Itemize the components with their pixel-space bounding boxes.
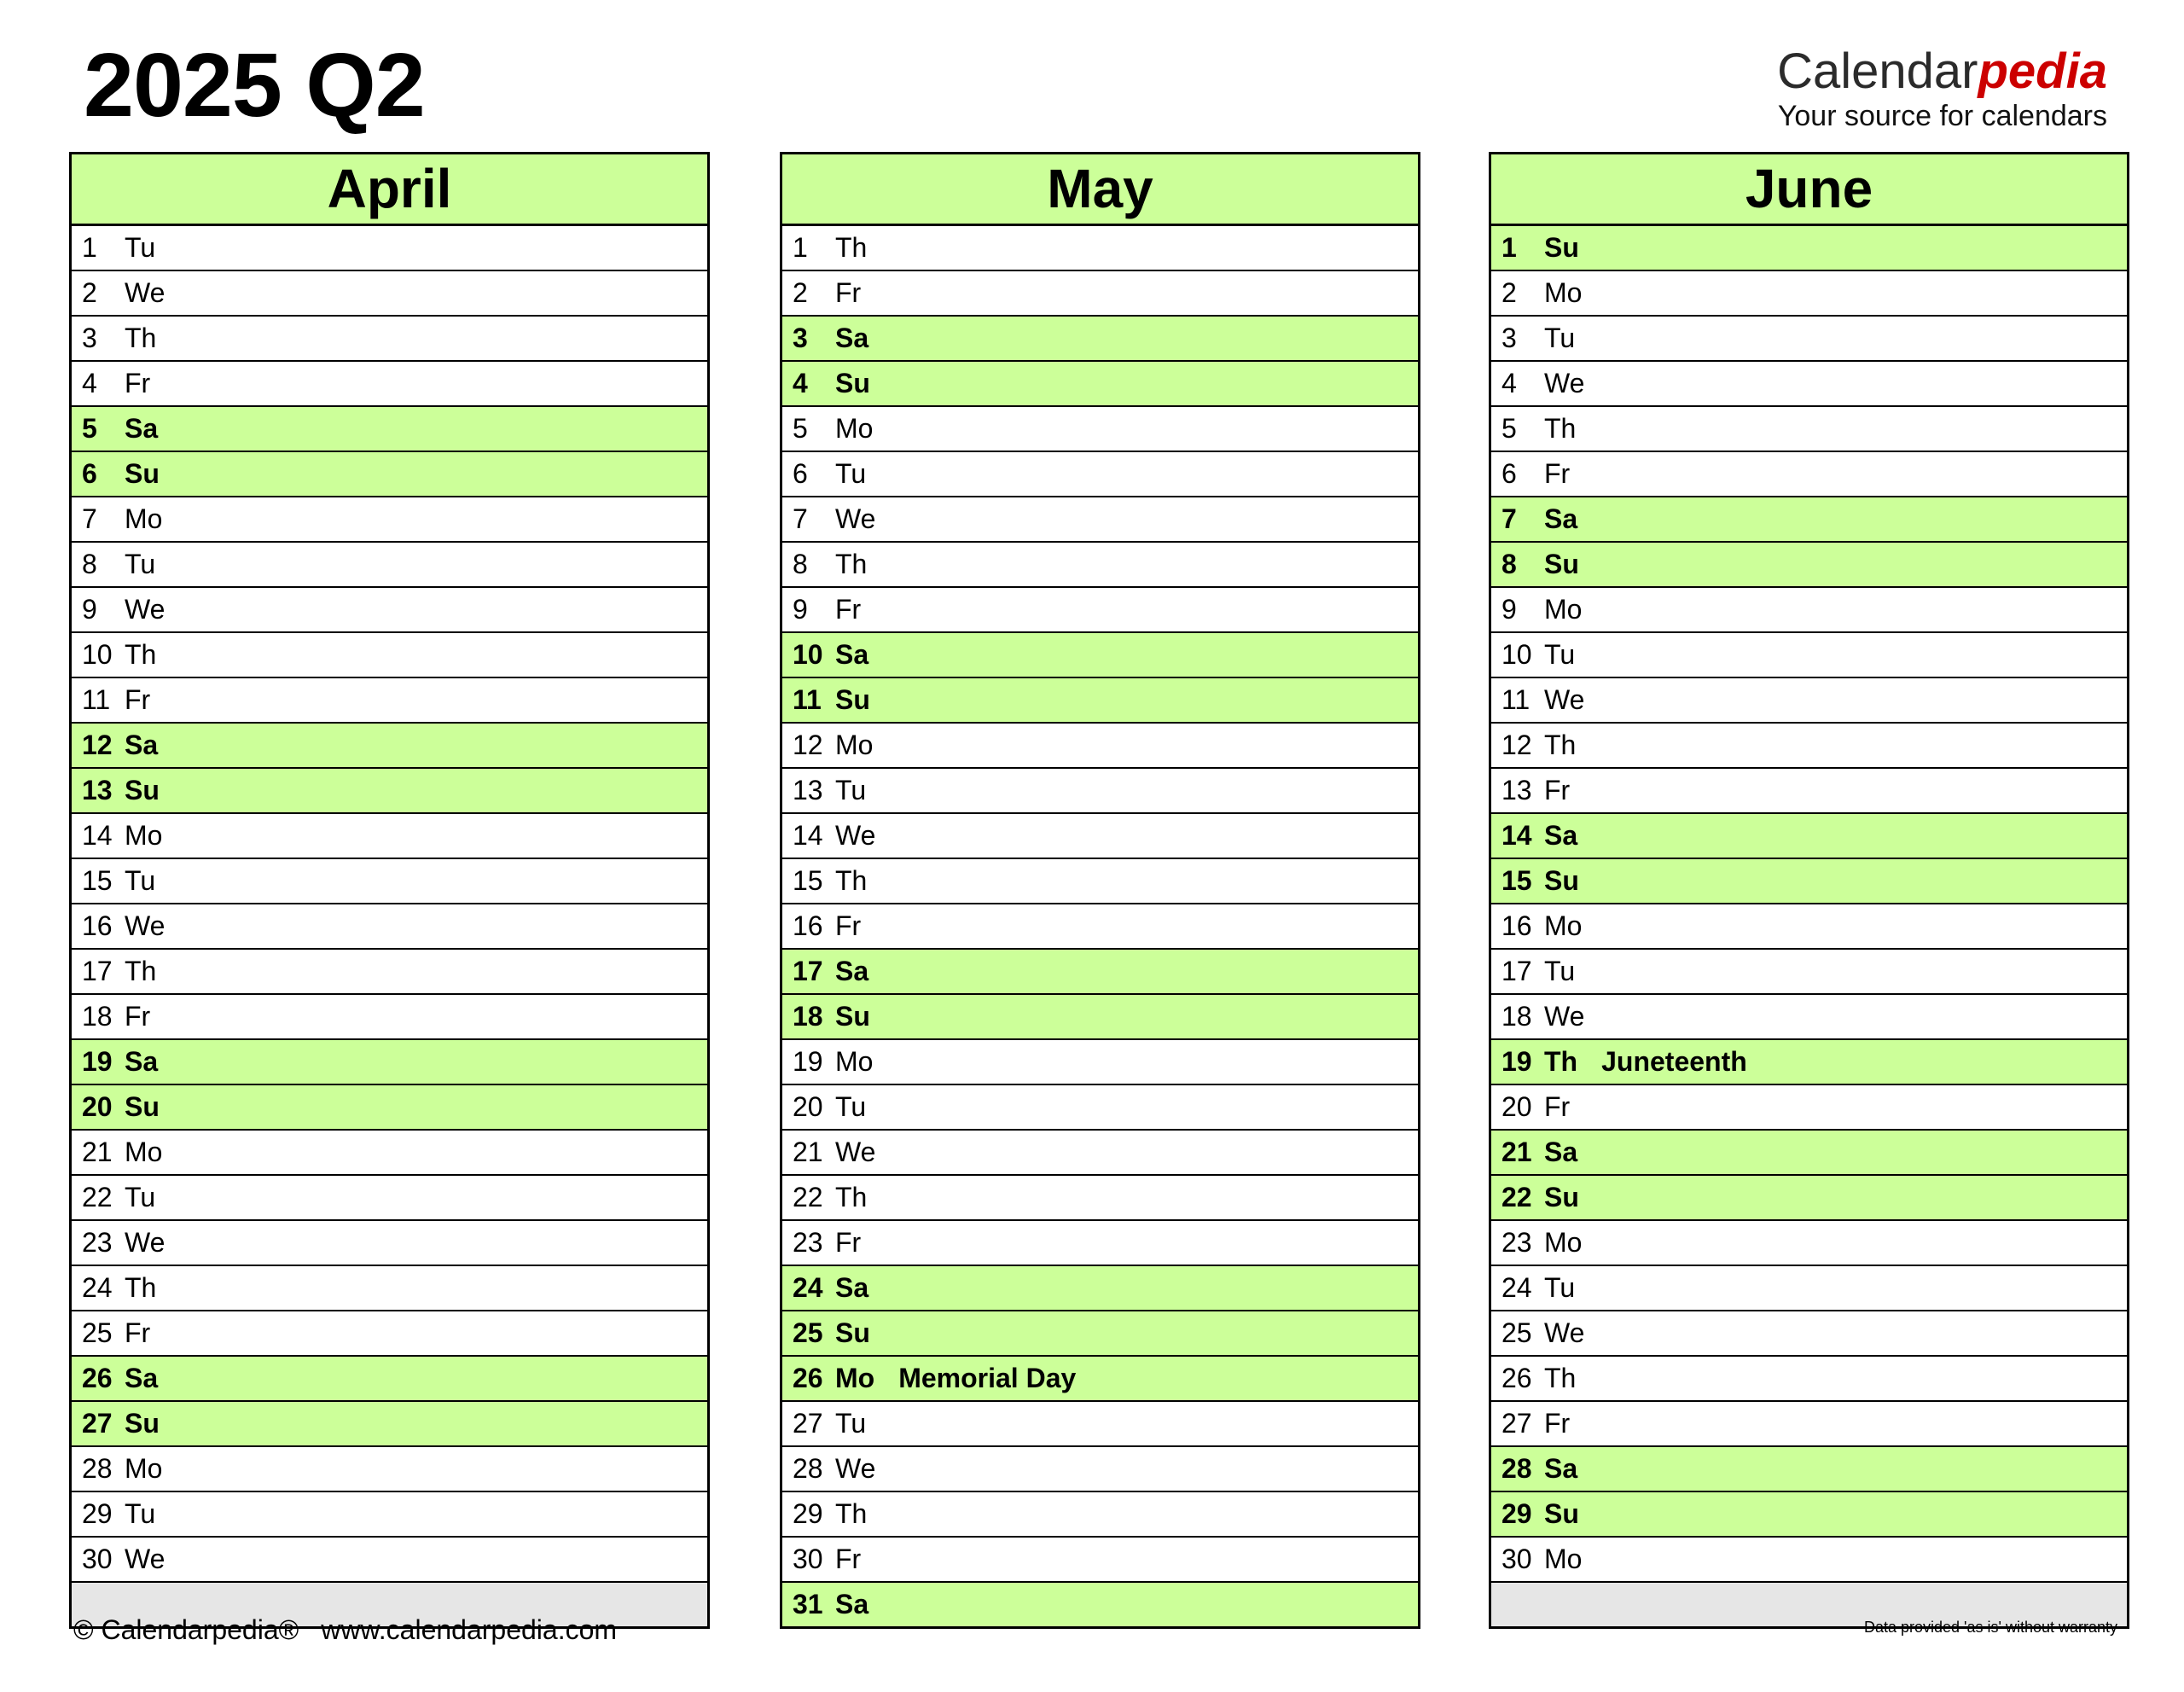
day-row (782, 904, 1418, 950)
day-number: 8 (82, 549, 97, 579)
day-row (1491, 1357, 2127, 1402)
day-row (1491, 1131, 2127, 1176)
day-number: 12 (1502, 730, 1532, 760)
day-number: 22 (1502, 1182, 1532, 1212)
day-row (72, 407, 707, 452)
day-number: 24 (82, 1272, 113, 1303)
day-number: 7 (1502, 503, 1517, 534)
weekday-abbrev: Fr (835, 1544, 862, 1574)
weekday-abbrev: Su (125, 1091, 160, 1122)
day-row (1491, 814, 2127, 859)
weekday-abbrev: Mo (835, 413, 874, 444)
weekday-abbrev: Th (835, 549, 868, 579)
copyright-text: © Calendarpedia® (73, 1614, 299, 1645)
day-row (782, 271, 1418, 317)
day-number: 12 (793, 730, 823, 760)
day-row (782, 1402, 1418, 1447)
day-row (1491, 904, 2127, 950)
weekday-abbrev: Tu (125, 232, 156, 263)
day-number: 3 (1502, 323, 1517, 353)
weekday-abbrev: Fr (125, 368, 151, 398)
day-number: 16 (793, 910, 823, 941)
day-row (1491, 859, 2127, 904)
day-row (782, 1176, 1418, 1221)
day-list (782, 226, 1418, 1626)
weekday-abbrev: Su (1544, 232, 1579, 263)
weekday-abbrev: Su (835, 1317, 870, 1348)
day-row (782, 362, 1418, 407)
day-number: 23 (82, 1227, 113, 1258)
day-row (782, 543, 1418, 588)
weekday-abbrev: We (125, 594, 166, 625)
day-row (1491, 1085, 2127, 1131)
day-number: 11 (82, 684, 111, 715)
day-number: 15 (82, 865, 113, 896)
day-row (72, 1357, 707, 1402)
weekday-abbrev: Mo (1544, 277, 1583, 308)
logo-wordmark (1777, 44, 2107, 99)
day-row (72, 588, 707, 633)
day-number: 8 (1502, 549, 1517, 579)
day-number: 20 (1502, 1091, 1532, 1122)
day-row (782, 1131, 1418, 1176)
day-row (72, 950, 707, 995)
day-number: 13 (1502, 775, 1532, 805)
weekday-abbrev: We (835, 1453, 876, 1484)
day-row (72, 317, 707, 362)
day-number: 16 (1502, 910, 1532, 941)
day-row (72, 1131, 707, 1176)
day-number: 3 (82, 323, 97, 353)
month-header: April (72, 154, 707, 226)
day-number: 29 (82, 1498, 113, 1529)
day-number: 16 (82, 910, 113, 941)
day-number: 21 (82, 1137, 113, 1167)
day-number: 27 (82, 1408, 113, 1439)
day-number: 5 (82, 413, 97, 444)
weekday-abbrev: Tu (125, 1182, 156, 1212)
day-row (1491, 633, 2127, 678)
day-row (782, 1538, 1418, 1583)
weekday-abbrev: Tu (835, 1091, 867, 1122)
day-number: 15 (793, 865, 823, 896)
day-row (1491, 995, 2127, 1040)
weekday-abbrev: Sa (835, 1589, 869, 1619)
day-number: 27 (1502, 1408, 1532, 1439)
day-row (782, 588, 1418, 633)
weekday-abbrev: Su (1544, 865, 1579, 896)
weekday-abbrev: Sa (1544, 503, 1578, 534)
day-number: 23 (793, 1227, 823, 1258)
day-number: 27 (793, 1408, 823, 1439)
day-number: 18 (793, 1001, 823, 1032)
day-number: 28 (793, 1453, 823, 1484)
calendarpedia-logo[interactable] (1777, 44, 2107, 132)
footer-credits (73, 1614, 617, 1646)
weekday-abbrev: Fr (125, 684, 151, 715)
day-row (782, 1040, 1418, 1085)
weekday-abbrev: We (125, 910, 166, 941)
holiday-label: Memorial Day (898, 1363, 1077, 1393)
weekday-abbrev: We (1544, 684, 1585, 715)
weekday-abbrev: Mo (1544, 910, 1583, 941)
day-number: 6 (1502, 458, 1517, 489)
day-row (1491, 452, 2127, 497)
weekday-abbrev: Th (1544, 730, 1577, 760)
day-number: 1 (1502, 232, 1517, 263)
weekday-abbrev: Sa (835, 323, 869, 353)
day-number: 19 (793, 1046, 823, 1077)
month-header: May (782, 154, 1418, 226)
weekday-abbrev: We (125, 277, 166, 308)
day-number: 2 (793, 277, 808, 308)
day-number: 24 (1502, 1272, 1532, 1303)
weekday-abbrev: We (835, 503, 876, 534)
day-number: 22 (793, 1182, 823, 1212)
website-link[interactable]: www.calendarpedia.com (321, 1614, 618, 1645)
day-number: 24 (793, 1272, 823, 1303)
weekday-abbrev: Fr (835, 594, 862, 625)
day-row (782, 317, 1418, 362)
weekday-abbrev: Sa (835, 956, 869, 986)
weekday-abbrev: Th (125, 323, 157, 353)
weekday-abbrev: Tu (125, 1498, 156, 1529)
day-row (782, 769, 1418, 814)
day-row (782, 1492, 1418, 1538)
day-number: 5 (793, 413, 808, 444)
day-number: 6 (82, 458, 97, 489)
day-number: 30 (82, 1544, 113, 1574)
day-row (72, 724, 707, 769)
weekday-abbrev: Sa (125, 1046, 159, 1077)
day-row (72, 497, 707, 543)
day-row (782, 1221, 1418, 1266)
day-number: 5 (1502, 413, 1517, 444)
day-row (782, 950, 1418, 995)
weekday-abbrev: We (1544, 1317, 1585, 1348)
day-number: 30 (793, 1544, 823, 1574)
day-number: 25 (793, 1317, 823, 1348)
day-row (782, 1447, 1418, 1492)
day-row (1491, 543, 2127, 588)
day-row (1491, 407, 2127, 452)
weekday-abbrev: Mo (125, 1137, 163, 1167)
day-row (72, 904, 707, 950)
day-row (72, 1176, 707, 1221)
day-number: 4 (1502, 368, 1517, 398)
day-number: 9 (793, 594, 808, 625)
logo-brand-text: Calendar (1777, 44, 1978, 99)
day-number: 18 (82, 1001, 113, 1032)
day-number: 10 (793, 639, 823, 670)
day-number: 20 (793, 1091, 823, 1122)
day-number: 7 (82, 503, 97, 534)
day-row (1491, 1176, 2127, 1221)
weekday-abbrev: Su (835, 1001, 870, 1032)
day-number: 15 (1502, 865, 1532, 896)
holiday-label: Juneteenth (1601, 1046, 1747, 1077)
day-number: 11 (793, 684, 822, 715)
day-row (782, 497, 1418, 543)
day-number: 17 (1502, 956, 1532, 986)
day-row (1491, 226, 2127, 271)
weekday-abbrev: Mo (1544, 1544, 1583, 1574)
day-row (72, 1492, 707, 1538)
weekday-abbrev: Fr (125, 1317, 151, 1348)
day-row (72, 1221, 707, 1266)
weekday-abbrev: Tu (835, 458, 867, 489)
weekday-abbrev: Tu (1544, 956, 1576, 986)
day-row (72, 1402, 707, 1447)
day-row (1491, 1266, 2127, 1311)
day-number: 26 (793, 1363, 823, 1393)
day-number: 19 (82, 1046, 113, 1077)
weekday-abbrev: Su (1544, 1182, 1579, 1212)
day-row (72, 543, 707, 588)
weekday-abbrev: Tu (835, 1408, 867, 1439)
logo-tagline: Your source for calendars (1777, 100, 2107, 132)
weekday-abbrev: Fr (1544, 458, 1571, 489)
day-row (1491, 1492, 2127, 1538)
weekday-abbrev: Su (125, 1408, 160, 1439)
weekday-abbrev: Sa (1544, 820, 1578, 851)
day-row (782, 678, 1418, 724)
day-row (1491, 1447, 2127, 1492)
day-number: 23 (1502, 1227, 1532, 1258)
weekday-abbrev: Mo (1544, 1227, 1583, 1258)
day-row (72, 452, 707, 497)
weekday-abbrev: We (1544, 368, 1585, 398)
weekday-abbrev: Th (1544, 413, 1577, 444)
day-number: 6 (793, 458, 808, 489)
weekday-abbrev: Tu (125, 865, 156, 896)
weekday-abbrev: Sa (835, 639, 869, 670)
day-row (1491, 1221, 2127, 1266)
day-number: 17 (82, 956, 113, 986)
day-row (72, 1538, 707, 1583)
weekday-abbrev: Sa (125, 1363, 159, 1393)
day-number: 10 (82, 639, 113, 670)
day-list (72, 226, 707, 1626)
weekday-abbrev: Su (125, 458, 160, 489)
day-number: 28 (82, 1453, 113, 1484)
day-number: 10 (1502, 639, 1532, 670)
day-row (782, 1266, 1418, 1311)
logo-accent-text: pedia (1978, 44, 2107, 99)
day-row (782, 814, 1418, 859)
day-row (1491, 271, 2127, 317)
month-column-may (780, 152, 1420, 1629)
day-number: 25 (82, 1317, 113, 1348)
weekday-abbrev: Mo (835, 730, 874, 760)
day-number: 26 (1502, 1363, 1532, 1393)
weekday-abbrev: Th (835, 232, 868, 263)
weekday-abbrev: Mo (125, 820, 163, 851)
weekday-abbrev: Fr (835, 1227, 862, 1258)
day-number: 2 (1502, 277, 1517, 308)
day-number: 21 (793, 1137, 823, 1167)
day-list (1491, 226, 2127, 1626)
weekday-abbrev: Mo (1544, 594, 1583, 625)
day-number: 14 (82, 820, 113, 851)
day-number: 26 (82, 1363, 113, 1393)
weekday-abbrev: Fr (1544, 1091, 1571, 1122)
day-number: 31 (793, 1589, 823, 1619)
day-row (782, 1357, 1418, 1402)
day-number: 9 (1502, 594, 1517, 625)
day-row (72, 226, 707, 271)
day-row (782, 1085, 1418, 1131)
weekday-abbrev: Fr (1544, 1408, 1571, 1439)
day-row (782, 1311, 1418, 1357)
day-number: 4 (793, 368, 808, 398)
day-row (72, 995, 707, 1040)
weekday-abbrev: Th (835, 1182, 868, 1212)
day-row (1491, 588, 2127, 633)
day-number: 7 (793, 503, 808, 534)
day-row (782, 633, 1418, 678)
weekday-abbrev: Fr (835, 910, 862, 941)
day-number: 14 (1502, 820, 1532, 851)
weekday-abbrev: Sa (125, 413, 159, 444)
weekday-abbrev: Fr (835, 277, 862, 308)
day-row (72, 1266, 707, 1311)
day-row (782, 452, 1418, 497)
day-row (72, 1311, 707, 1357)
day-number: 1 (82, 232, 97, 263)
day-row (1491, 1402, 2127, 1447)
month-header: June (1491, 154, 2127, 226)
day-row (72, 814, 707, 859)
day-number: 8 (793, 549, 808, 579)
disclaimer-text: Data provided 'as is' without warranty (1863, 1619, 2117, 1636)
day-number: 19 (1502, 1046, 1532, 1077)
day-number: 25 (1502, 1317, 1532, 1348)
month-column-june (1489, 152, 2129, 1629)
weekday-abbrev: Fr (125, 1001, 151, 1032)
day-number: 9 (82, 594, 97, 625)
day-number: 22 (82, 1182, 113, 1212)
day-row (72, 1040, 707, 1085)
weekday-abbrev: We (835, 1137, 876, 1167)
day-row (72, 1085, 707, 1131)
weekday-abbrev: Mo (835, 1046, 874, 1077)
page-title: 2025 Q2 (84, 35, 425, 136)
weekday-abbrev: Th (1544, 1046, 1578, 1077)
weekday-abbrev: Su (835, 368, 870, 398)
day-number: 14 (793, 820, 823, 851)
weekday-abbrev: Th (835, 865, 868, 896)
day-row (782, 407, 1418, 452)
weekday-abbrev: Th (125, 956, 157, 986)
day-row (1491, 1311, 2127, 1357)
day-number: 28 (1502, 1453, 1532, 1484)
weekday-abbrev: Sa (835, 1272, 869, 1303)
day-row (1491, 678, 2127, 724)
day-row (1491, 769, 2127, 814)
day-number: 18 (1502, 1001, 1532, 1032)
day-number: 3 (793, 323, 808, 353)
weekday-abbrev: Tu (125, 549, 156, 579)
day-number: 29 (1502, 1498, 1532, 1529)
weekday-abbrev: We (125, 1227, 166, 1258)
weekday-abbrev: Fr (1544, 775, 1571, 805)
weekday-abbrev: Tu (1544, 323, 1576, 353)
day-row (782, 1583, 1418, 1626)
day-row (72, 271, 707, 317)
weekday-abbrev: We (1544, 1001, 1585, 1032)
day-number: 2 (82, 277, 97, 308)
weekday-abbrev: Th (1544, 1363, 1577, 1393)
day-row (1491, 362, 2127, 407)
weekday-abbrev: Th (125, 1272, 157, 1303)
day-row (1491, 724, 2127, 769)
weekday-abbrev: We (835, 820, 876, 851)
day-number: 13 (82, 775, 113, 805)
day-row (1491, 1538, 2127, 1583)
weekday-abbrev: Sa (125, 730, 159, 760)
weekday-abbrev: Sa (1544, 1453, 1578, 1484)
weekday-abbrev: Mo (125, 1453, 163, 1484)
day-row (72, 362, 707, 407)
weekday-abbrev: Mo (835, 1363, 875, 1393)
weekday-abbrev: Th (125, 639, 157, 670)
day-row (782, 995, 1418, 1040)
day-row (72, 633, 707, 678)
day-row (782, 724, 1418, 769)
day-number: 4 (82, 368, 97, 398)
day-number: 17 (793, 956, 823, 986)
weekday-abbrev: Sa (1544, 1137, 1578, 1167)
day-row (72, 769, 707, 814)
day-row (72, 859, 707, 904)
day-number: 1 (793, 232, 808, 263)
day-row (782, 859, 1418, 904)
weekday-abbrev: Su (1544, 549, 1579, 579)
weekday-abbrev: Su (125, 775, 160, 805)
day-row (72, 1447, 707, 1492)
day-number: 20 (82, 1091, 113, 1122)
day-row (1491, 497, 2127, 543)
weekday-abbrev: Mo (125, 503, 163, 534)
weekday-abbrev: Su (1544, 1498, 1579, 1529)
day-number: 12 (82, 730, 113, 760)
day-row (1491, 950, 2127, 995)
day-number: 29 (793, 1498, 823, 1529)
weekday-abbrev: We (125, 1544, 166, 1574)
day-number: 13 (793, 775, 823, 805)
day-row (1491, 317, 2127, 362)
day-row (72, 678, 707, 724)
day-number: 21 (1502, 1137, 1532, 1167)
weekday-abbrev: Su (835, 684, 870, 715)
day-number: 30 (1502, 1544, 1532, 1574)
weekday-abbrev: Th (835, 1498, 868, 1529)
month-column-april (69, 152, 710, 1629)
day-row (1491, 1040, 2127, 1085)
day-number: 11 (1502, 684, 1531, 715)
weekday-abbrev: Tu (1544, 1272, 1576, 1303)
day-row (782, 226, 1418, 271)
weekday-abbrev: Tu (1544, 639, 1576, 670)
weekday-abbrev: Tu (835, 775, 867, 805)
